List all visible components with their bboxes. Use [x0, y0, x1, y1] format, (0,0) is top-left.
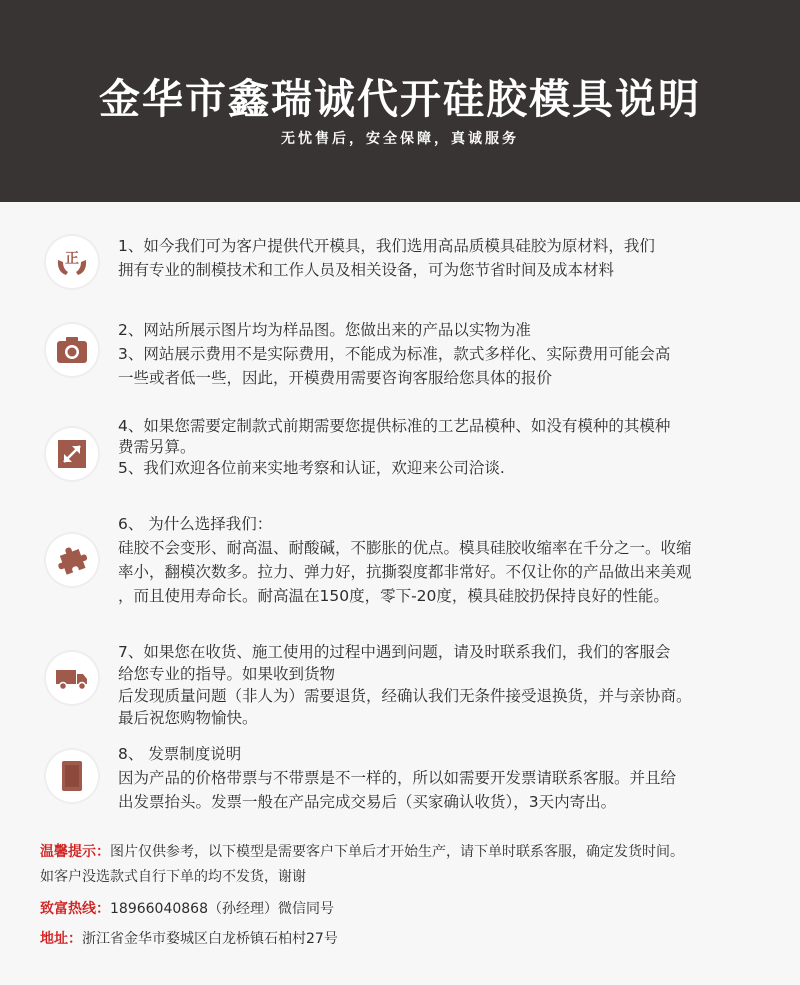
notice-line [40, 840, 780, 865]
section-line: 给您专业的指导。如果收到货物 [118, 665, 336, 683]
invoice-document-icon [46, 750, 98, 802]
address-text: 浙江省金华市婺城区白龙桥镇石柏村27号 [82, 931, 338, 947]
section-line: 拥有专业的制模技术和工作人员及相关设备，可为您节省时间及成本材料 [118, 261, 615, 279]
address-line [40, 927, 780, 952]
section-5-text [118, 640, 778, 728]
camera-icon [46, 324, 98, 376]
section-line: 8、 发票制度说明 [118, 745, 242, 763]
section-line: 4、如果您需要定制款式前期需要您提供标准的工艺品模种、如没有模种的其模种 [118, 417, 671, 435]
page-title: 金华市鑫瑞诚代开硅胶模具说明 [99, 75, 701, 123]
hotline-label: 致富热线： [40, 901, 110, 917]
hotline-line [40, 897, 780, 922]
section-line: 出发票抬头。发票一般在产品完成交易后（买家确认收货），3天内寄出。 [118, 793, 617, 811]
svg-text:正: 正 [65, 251, 79, 267]
page-subtitle: 无忧售后，安全保障，真诚服务 [281, 131, 519, 147]
section-6-text [118, 742, 778, 814]
section-line: 费需另算。 [118, 438, 196, 456]
section-line: 后发现质量问题（非人为）需要退货，经确认我们无条件接受退换货，并与亲协商。 [118, 687, 692, 705]
integrity-hands-icon [46, 236, 98, 288]
delivery-truck-icon [46, 652, 98, 704]
hotline-block [40, 897, 780, 922]
page-header [0, 0, 800, 202]
section-line: 1、如今我们可为客户提供代开模具，我们选用高品质模具硅胶为原材料，我们 [118, 237, 655, 255]
section-line: 最后祝您购物愉快。 [118, 709, 258, 727]
section-line: ，而且使用寿命长。耐高温在150度，零下-20度，模具硅胶扔保持良好的性能。 [118, 587, 669, 605]
section-line: 3、网站展示费用不是实际费用，不能成为标准，款式多样化、实际费用可能会高 [118, 345, 671, 363]
notice-block [40, 840, 780, 890]
section-line: 因为产品的价格带票与不带票是不一样的，所以如需要开发票请联系客服。并且给 [118, 769, 677, 787]
section-line: 率小，翻模次数多。拉力、弹力好，抗撕裂度都非常好。不仅让你的产品做出来美观 [118, 563, 692, 581]
notice-text-2: 如客户没选款式自行下单的均不发货，谢谢 [40, 869, 306, 885]
resize-arrow-icon [46, 428, 98, 480]
address-block [40, 927, 780, 952]
hotline-text: 18966040868（孙经理）微信同号 [110, 901, 334, 917]
section-2-text [118, 318, 778, 390]
section-4-text [118, 512, 778, 608]
address-label: 地址： [40, 931, 82, 947]
section-line: 6、 为什么选择我们： [118, 515, 273, 533]
section-line: 一些或者低一些，因此，开模费用需要咨询客服给您具体的报价 [118, 369, 553, 387]
section-line: 5、我们欢迎各位前来实地考察和认证，欢迎来公司洽谈. [118, 459, 505, 477]
notice-label: 温馨提示： [40, 844, 110, 860]
section-line: 2、网站所展示图片均为样品图。您做出来的产品以实物为准 [118, 321, 531, 339]
section-line: 硅胶不会变形、耐高温、耐酸碱，不膨胀的优点。模具硅胶收缩率在千分之一。收缩 [118, 539, 692, 557]
notice-text: 图片仅供参考，以下模型是需要客户下单后才开始生产，请下单时联系客服，确定发货时间。 [110, 844, 684, 860]
section-3-text [118, 414, 778, 480]
puzzle-piece-icon [46, 534, 98, 586]
section-1-text [118, 234, 778, 282]
section-line: 7、如果您在收货、施工使用的过程中遇到问题，请及时联系我们，我们的客服会 [118, 643, 671, 661]
